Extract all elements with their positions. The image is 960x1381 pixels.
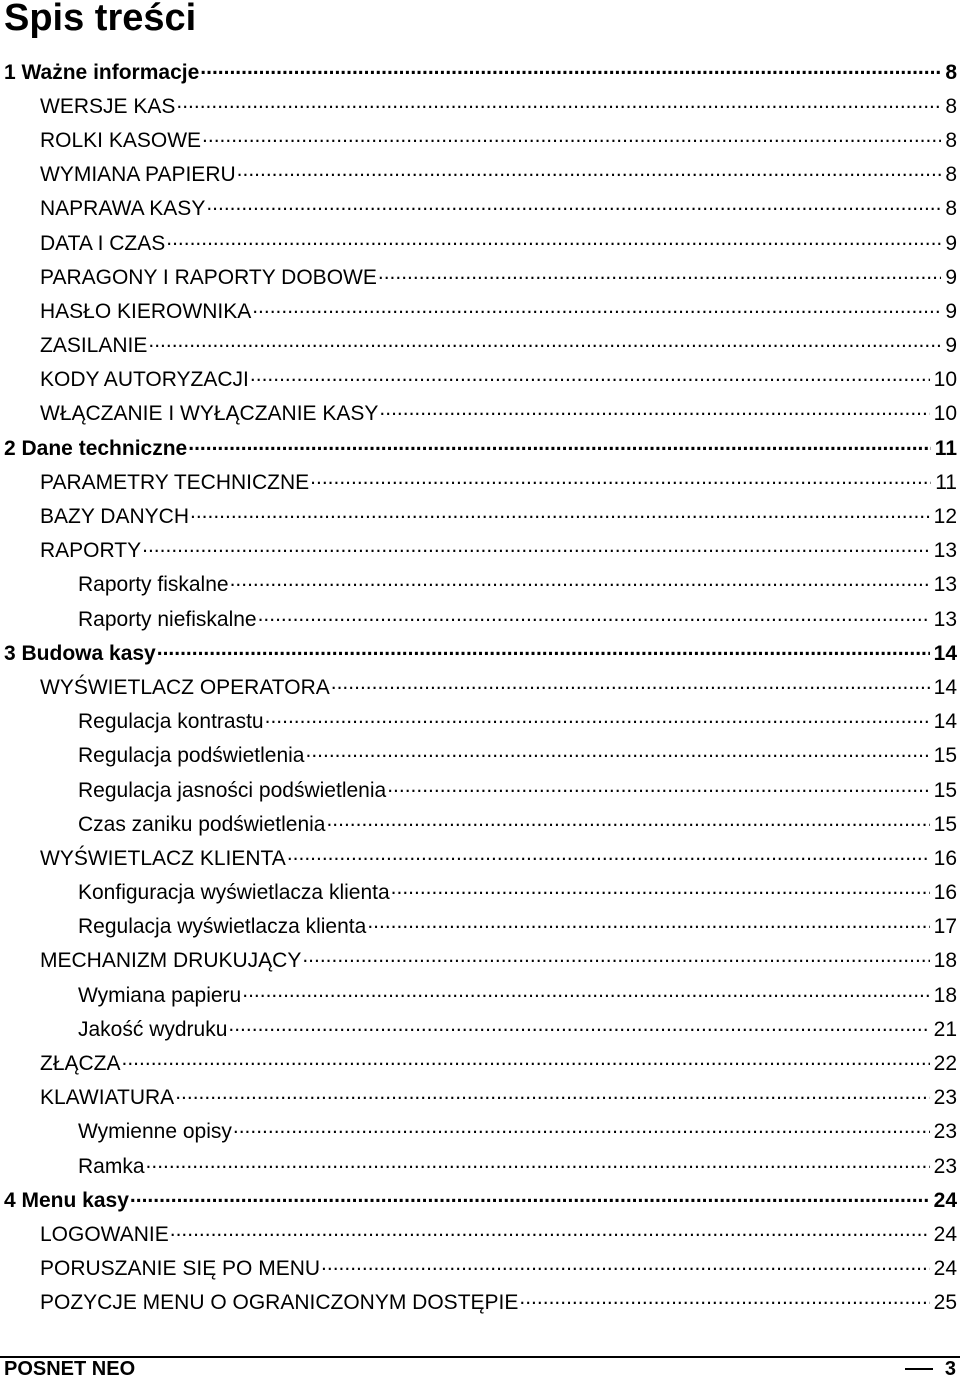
toc-subsection-entry[interactable] xyxy=(0,978,960,1012)
toc-entry-label: POZYCJE MENU O OGRANICZONYM DOSTĘPIE xyxy=(40,1291,519,1315)
toc-leader-dots xyxy=(202,123,941,148)
toc-leader-dots xyxy=(302,943,929,968)
toc-section-entry[interactable] xyxy=(0,1046,960,1080)
toc-entry-page: 24 xyxy=(933,1222,957,1246)
toc-leader-dots xyxy=(237,157,941,182)
toc-leader-dots xyxy=(305,738,929,763)
toc-entry-label: Wymiana papieru xyxy=(78,983,242,1007)
toc-entry-page: 23 xyxy=(933,1120,957,1144)
toc-leader-dots xyxy=(258,602,930,627)
toc-entry-label: BAZY DANYCH xyxy=(40,505,189,529)
toc-subsection-entry[interactable] xyxy=(0,739,960,773)
toc-subsection-entry[interactable] xyxy=(0,807,960,841)
toc-section-entry[interactable] xyxy=(0,158,960,192)
toc-entry-label: Raporty fiskalne xyxy=(78,573,229,597)
toc-leader-dots xyxy=(146,1149,930,1174)
toc-section-entry[interactable] xyxy=(0,226,960,260)
toc-subsection-entry[interactable] xyxy=(0,910,960,944)
toc-entry-page: 15 xyxy=(933,744,957,768)
toc-section-entry[interactable] xyxy=(0,465,960,499)
toc-entry-label: WYŚWIETLACZ KLIENTA xyxy=(40,846,286,870)
toc-chapter-entry[interactable] xyxy=(0,1183,960,1217)
toc-section-entry[interactable] xyxy=(0,1286,960,1320)
toc-leader-dots xyxy=(326,807,929,832)
toc-entry-label: Ramka xyxy=(78,1154,145,1178)
toc-entry-page: 17 xyxy=(933,915,957,939)
toc-section-entry[interactable] xyxy=(0,329,960,363)
toc-entry-page: 11 xyxy=(935,470,957,494)
toc-entry-page: 15 xyxy=(933,778,957,802)
toc-entry-page: 9 xyxy=(945,231,957,255)
toc-entry-label: KLAWIATURA xyxy=(40,1086,175,1110)
footer-product-name: POSNET NEO xyxy=(4,1358,136,1380)
toc-section-entry[interactable] xyxy=(0,499,960,533)
toc-section-entry[interactable] xyxy=(0,89,960,123)
toc-entry-page: 13 xyxy=(933,573,957,597)
toc-subsection-entry[interactable] xyxy=(0,705,960,739)
toc-section-entry[interactable] xyxy=(0,1081,960,1115)
toc-entry-page: 10 xyxy=(933,402,957,426)
toc-leader-dots xyxy=(206,191,941,216)
toc-entry-label: Regulacja jasności podświetlenia xyxy=(78,778,387,802)
toc-leader-dots xyxy=(130,1183,930,1208)
toc-entry-label: LOGOWANIE xyxy=(40,1222,169,1246)
toc-entry-label: 3 Budowa kasy xyxy=(4,641,156,665)
toc-leader-dots xyxy=(188,431,931,456)
toc-entry-page: 15 xyxy=(933,812,957,836)
toc-entry-label: Regulacja wyświetlacza klienta xyxy=(78,915,367,939)
toc-entry-label: ROLKI KASOWE xyxy=(40,128,202,152)
toc-entry-label: PARAMETRY TECHNICZNE xyxy=(40,470,310,494)
toc-entry-label: 4 Menu kasy xyxy=(4,1188,129,1212)
toc-leader-dots xyxy=(310,465,931,490)
footer-divider xyxy=(0,1356,960,1358)
toc-section-entry[interactable] xyxy=(0,670,960,704)
toc-entry-page: 8 xyxy=(945,60,957,84)
toc-entry-page: 8 xyxy=(945,163,957,187)
toc-entry-label: Regulacja podświetlenia xyxy=(78,744,305,768)
toc-entry-label: Regulacja kontrastu xyxy=(78,710,264,734)
toc-entry-label: Czas zaniku podświetlenia xyxy=(78,812,326,836)
toc-entry-label: WYŚWIETLACZ OPERATORA xyxy=(40,675,330,699)
toc-chapter-entry[interactable] xyxy=(0,55,960,89)
toc-entry-label: RAPORTY xyxy=(40,539,142,563)
toc-entry-page: 9 xyxy=(945,299,957,323)
toc-leader-dots xyxy=(148,328,941,353)
toc-section-entry[interactable] xyxy=(0,534,960,568)
toc-section-entry[interactable] xyxy=(0,192,960,226)
toc-leader-dots xyxy=(250,362,930,387)
toc-leader-dots xyxy=(252,294,941,319)
table-of-contents xyxy=(0,55,960,1320)
toc-entry-page: 24 xyxy=(933,1257,957,1281)
toc-section-entry[interactable] xyxy=(0,123,960,157)
toc-entry-label: DATA I CZAS xyxy=(40,231,166,255)
toc-entry-page: 22 xyxy=(933,1052,957,1076)
toc-entry-label: KODY AUTORYZACJI xyxy=(40,368,249,392)
toc-entry-page: 9 xyxy=(945,265,957,289)
toc-subsection-entry[interactable] xyxy=(0,568,960,602)
toc-entry-label: Wymienne opisy xyxy=(78,1120,232,1144)
toc-leader-dots xyxy=(379,396,929,421)
toc-entry-page: 18 xyxy=(933,949,957,973)
toc-entry-label: Konfiguracja wyświetlacza klienta xyxy=(78,881,390,905)
toc-subsection-entry[interactable] xyxy=(0,1149,960,1183)
toc-chapter-entry[interactable] xyxy=(0,636,960,670)
toc-entry-label: Raporty niefiskalne xyxy=(78,607,257,631)
toc-leader-dots xyxy=(233,1114,930,1139)
toc-section-entry[interactable] xyxy=(0,944,960,978)
toc-leader-dots xyxy=(200,55,941,80)
toc-entry-label: HASŁO KIEROWNIKA xyxy=(40,299,252,323)
toc-leader-dots xyxy=(142,533,930,558)
toc-entry-label: 1 Ważne informacje xyxy=(4,60,200,84)
toc-subsection-entry[interactable] xyxy=(0,773,960,807)
toc-entry-page: 8 xyxy=(945,197,957,221)
toc-leader-dots xyxy=(176,89,941,114)
toc-section-entry[interactable] xyxy=(0,1217,960,1251)
toc-leader-dots xyxy=(519,1285,929,1310)
toc-entry-page: 14 xyxy=(933,710,957,734)
toc-chapter-entry[interactable] xyxy=(0,431,960,465)
toc-entry-page: 12 xyxy=(933,505,957,529)
toc-leader-dots xyxy=(367,909,929,934)
toc-entry-page: 9 xyxy=(945,334,957,358)
toc-entry-page: 13 xyxy=(933,607,957,631)
toc-entry-label: 2 Dane techniczne xyxy=(4,436,188,460)
toc-section-entry[interactable] xyxy=(0,397,960,431)
toc-subsection-entry[interactable] xyxy=(0,602,960,636)
toc-entry-page: 14 xyxy=(933,675,957,699)
toc-entry-page: 25 xyxy=(933,1291,957,1315)
toc-entry-page: 11 xyxy=(934,436,957,460)
toc-entry-page: 13 xyxy=(933,539,957,563)
toc-entry-label: WŁĄCZANIE I WYŁĄCZANIE KASY xyxy=(40,402,379,426)
toc-entry-label: MECHANIZM DRUKUJĄCY xyxy=(40,949,302,973)
toc-entry-page: 24 xyxy=(933,1188,957,1212)
toc-leader-dots xyxy=(122,1046,930,1071)
toc-entry-page: 18 xyxy=(933,983,957,1007)
toc-section-entry[interactable] xyxy=(0,841,960,875)
toc-subsection-entry[interactable] xyxy=(0,876,960,910)
toc-leader-dots xyxy=(391,875,930,900)
toc-entry-label: NAPRAWA KASY xyxy=(40,197,206,221)
toc-entry-page: 23 xyxy=(933,1154,957,1178)
toc-leader-dots xyxy=(228,1012,929,1037)
footer-dash xyxy=(905,1368,933,1370)
toc-leader-dots xyxy=(242,978,929,1003)
toc-entry-page: 10 xyxy=(933,368,957,392)
toc-entry-page: 8 xyxy=(945,128,957,152)
toc-leader-dots xyxy=(170,1217,930,1242)
toc-leader-dots xyxy=(321,1251,930,1276)
toc-entry-label: ZŁĄCZA xyxy=(40,1052,121,1076)
toc-leader-dots xyxy=(387,773,929,798)
toc-entry-page: 21 xyxy=(933,1017,957,1041)
toc-entry-page: 16 xyxy=(933,881,957,905)
toc-section-entry[interactable] xyxy=(0,260,960,294)
toc-leader-dots xyxy=(265,704,930,729)
toc-leader-dots xyxy=(190,499,930,524)
toc-subsection-entry[interactable] xyxy=(0,1115,960,1149)
toc-leader-dots xyxy=(331,670,930,695)
toc-entry-label: PARAGONY I RAPORTY DOBOWE xyxy=(40,265,377,289)
toc-leader-dots xyxy=(378,260,941,285)
toc-entry-page: 8 xyxy=(945,94,957,118)
toc-entry-label: WYMIANA PAPIERU xyxy=(40,163,236,187)
toc-section-entry[interactable] xyxy=(0,363,960,397)
toc-entry-page: 14 xyxy=(933,641,957,665)
toc-leader-dots xyxy=(166,226,941,251)
toc-subsection-entry[interactable] xyxy=(0,1012,960,1046)
toc-entry-page: 16 xyxy=(933,846,957,870)
toc-entry-page: 23 xyxy=(933,1086,957,1110)
toc-entry-label: WERSJE KAS xyxy=(40,94,176,118)
toc-entry-label: ZASILANIE xyxy=(40,334,148,358)
footer-page-value: 3 xyxy=(944,1358,956,1380)
footer-page-number xyxy=(905,1357,956,1381)
toc-leader-dots xyxy=(287,841,930,866)
toc-section-entry[interactable] xyxy=(0,1252,960,1286)
page-title: Spis treści xyxy=(4,0,197,39)
toc-leader-dots xyxy=(230,567,930,592)
toc-section-entry[interactable] xyxy=(0,294,960,328)
toc-entry-label: PORUSZANIE SIĘ PO MENU xyxy=(40,1257,321,1281)
toc-leader-dots xyxy=(157,636,930,661)
toc-leader-dots xyxy=(175,1080,929,1105)
toc-entry-label: Jakość wydruku xyxy=(78,1017,228,1041)
